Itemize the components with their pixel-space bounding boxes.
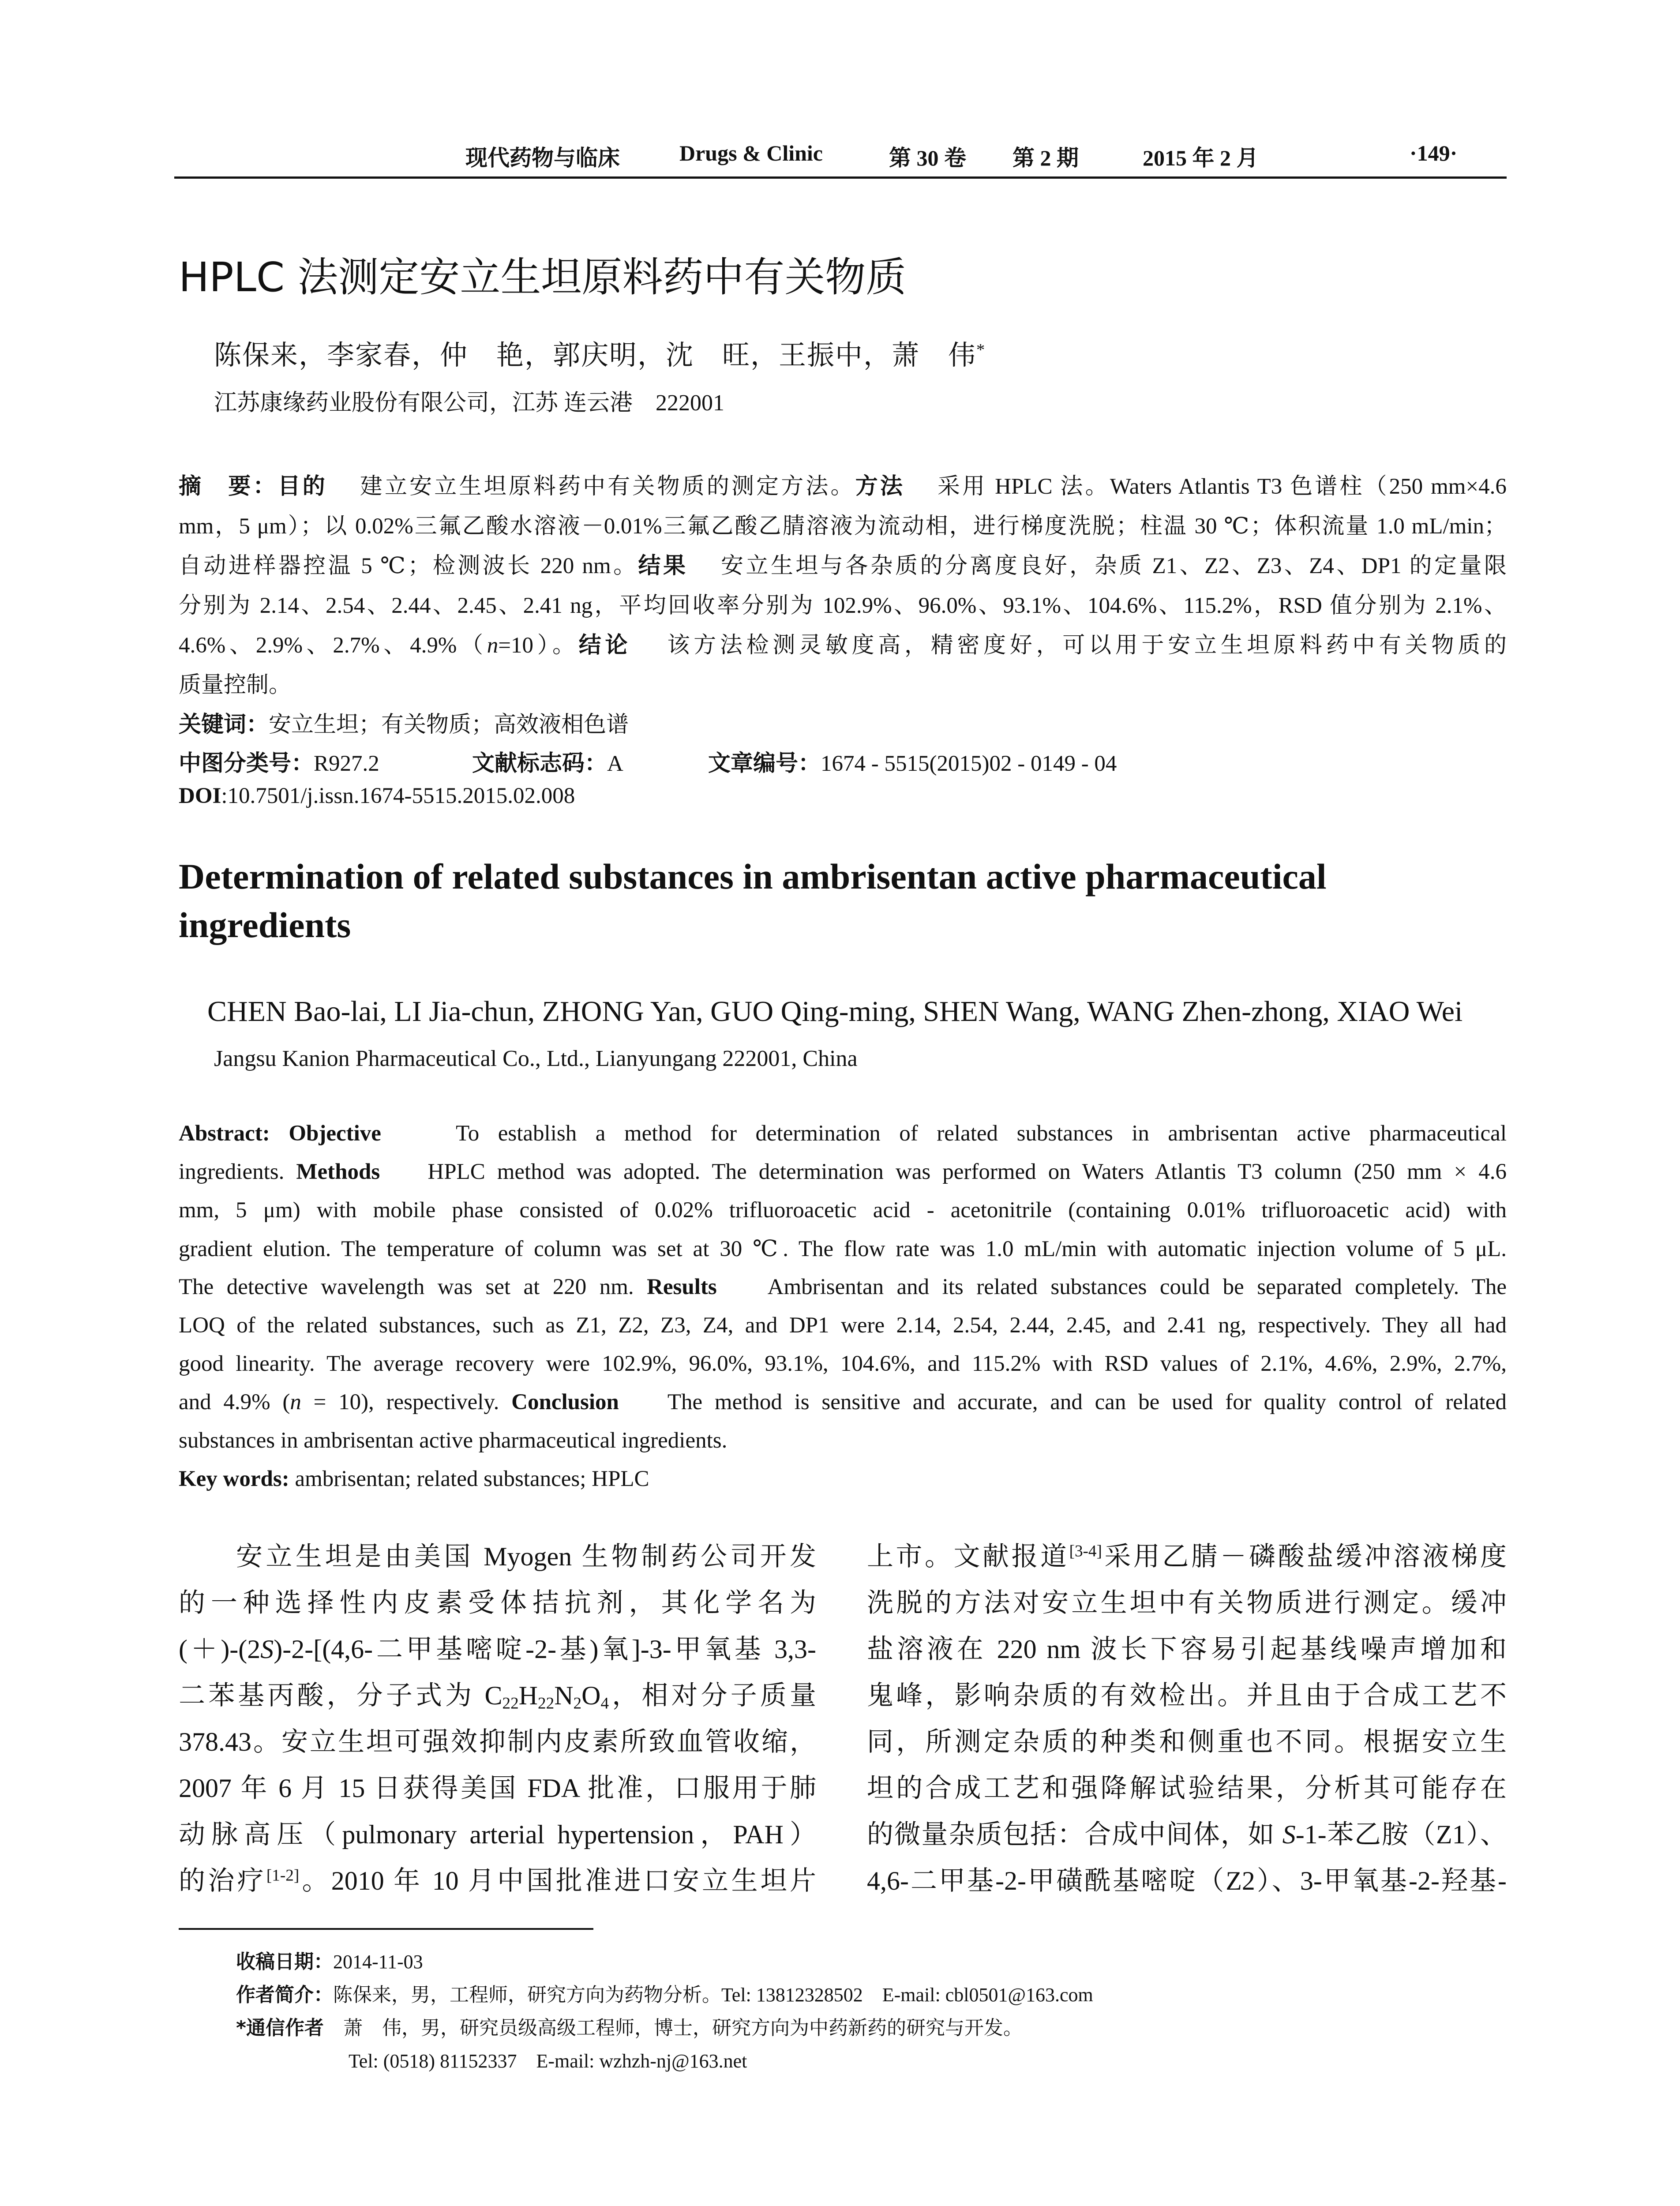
body-left-line-3 <box>179 1636 816 1662</box>
classification-line <box>179 745 379 777</box>
keywords-cn-text: 安立生坦；有关物质；高效液相色谱 <box>269 713 629 737</box>
authors-cn <box>214 333 986 372</box>
keywords-en-label: Key words: <box>179 1467 289 1491</box>
body-left-line-7: 动脉高压（pulmonary arterial hypertension，PAH） <box>179 1820 816 1849</box>
body-left-line-6: 2007 年 6 月 15 日获得美国 FDA 批准，口服用于肺 <box>179 1774 816 1803</box>
formula-text: ，相对分子质量 <box>609 1681 817 1710</box>
keywords-cn <box>179 706 629 739</box>
body-left-line-2: 的一种选择性内皮素受体拮抗剂，其化学名为 <box>179 1588 816 1617</box>
running-header <box>174 140 1507 176</box>
clc-label: 中图分类号： <box>179 750 314 777</box>
body-text: 上市。文献报道 <box>867 1542 1069 1571</box>
formula-subscript: 22 <box>502 1694 519 1713</box>
abstract-en-line-2 <box>179 1159 1507 1185</box>
doi-value: :10.7501/j.issn.1674-5515.2015.02.008 <box>221 784 575 808</box>
author-bio-label: 作者简介： <box>236 1984 333 2006</box>
body-left-line-1: 安立生坦是由美国 Myogen 生物制药公司开发 <box>236 1542 816 1571</box>
keywords-en <box>179 1466 649 1492</box>
methods-cn-label: 方法 <box>855 473 905 499</box>
formula-subscript: 22 <box>538 1694 555 1713</box>
abstract-en-line-8 <box>179 1389 1507 1415</box>
author-bio-text: 陈保来，男，工程师，研究方向为药物分析。Tel: 13812328502 E-mail: cbl0501@163.com <box>333 1984 1093 2006</box>
body-text: -1-苯乙胺（Z1）、 <box>1295 1820 1507 1849</box>
chem-name-part: (＋)-(2 <box>179 1635 261 1664</box>
article-number-value: 1674 - 5515(2015)02 - 0149 - 04 <box>821 751 1117 776</box>
methods-cn-text: 采用 HPLC 法。Waters Atlantis T3 色谱柱（250 mm×4.6 <box>938 474 1507 499</box>
issue-label: 第 2 期 <box>1012 146 1079 170</box>
body-right-line-2: 洗脱的方法对安立生坦中有关物质进行测定。缓冲 <box>867 1588 1507 1617</box>
abstract-en-line-6: LOQ of the related substances, such as Z1, Z2, Z3, Z4, and DP1 were 2.14, 2.54, 2.44, 2.45, and 2.41 ng, respectively. They all had <box>179 1313 1507 1338</box>
article-title-en-line-1: Determination of related substances in ambrisentan active pharmaceutical <box>179 856 1327 897</box>
body-right-line-8: 4,6-二甲基-2-甲磺酰基嘧啶（Z2）、3-甲氧基-2-羟基- <box>867 1866 1507 1895</box>
abstract-cn-line-2: mm，5 μm）；以 0.02%三氟乙酸水溶液－0.01%三氟乙酸乙腈溶液为流动相，进行梯度洗脱；柱温 30 ℃；体积流量 1.0 mL/min； <box>179 514 1507 539</box>
abstract-en-line-4: gradient elution. The temperature of column was set at 30 ℃. The flow rate was 1.0 mL/min with automatic injection volume of 5 μL. <box>179 1237 1507 1261</box>
affiliation-en: Jangsu Kanion Pharmaceutical Co., Ltd., Lianyungang 222001, China <box>214 1046 858 1071</box>
body-text: 采用乙腈－磷酸盐缓冲溶液梯度 <box>1102 1542 1507 1571</box>
abstract-cn-line-6: 质量控制。 <box>179 673 292 698</box>
objective-cn-label: 目的 <box>278 473 327 499</box>
article-number-label: 文章编号： <box>708 750 821 777</box>
authors-cn-text: 陈保来，李家春，仲 艳，郭庆明，沈 旺，王振中，萧 伟 <box>214 341 977 371</box>
abstract-en-line-7: good linearity. The average recovery were 102.9%, 96.0%, 93.1%, 104.6%, and 115.2% with RSD values of 2.1%, 4.6%, 2.9%, 2.7%, <box>179 1351 1507 1376</box>
corresponding-author-text: 萧 伟，男，研究员级高级工程师，博士，研究方向为中药新药的研究与开发。 <box>343 2017 1023 2039</box>
sample-size-symbol: n <box>487 633 499 658</box>
document-code <box>472 745 623 777</box>
abstract-cn-line-3 <box>179 547 1507 580</box>
article-title-en-line-2: ingredients <box>179 905 351 945</box>
results-en-label: Results <box>647 1275 717 1299</box>
received-label: 收稿日期： <box>236 1951 333 1973</box>
citation-ref[interactable]: [3-4] <box>1069 1542 1102 1561</box>
doi-line <box>179 783 575 809</box>
abstract-en-text: The detective wavelength was set at 220 nm. <box>179 1275 634 1299</box>
journal-name-cn: 现代药物与临床 <box>465 145 620 171</box>
abstract-en-line-9: substances in ambrisentan active pharmaceutical ingredients. <box>179 1428 728 1453</box>
article-title-cn: HPLC 法测定安立生坦原料药中有关物质 <box>179 254 907 301</box>
objective-en-label: Objective <box>289 1121 381 1146</box>
doccode-value: A <box>607 751 623 776</box>
results-cn-text: 安立生坦与各杂质的分离度良好，杂质 Z1、Z2、Z3、Z4、DP1 的定量限 <box>721 554 1507 578</box>
objective-en-text: To establish a method for determination of related substances in ambrisentan active pharmaceutical <box>456 1121 1507 1146</box>
clc-number: R927.2 <box>314 751 379 776</box>
issue-date: 2015 年 2 月 <box>1143 146 1259 170</box>
formula-text: N <box>554 1681 574 1710</box>
body-text: 的微量杂质包括：合成中间体，如 <box>867 1820 1282 1849</box>
authors-en: CHEN Bao-lai, LI Jia-chun, ZHONG Yan, GUO Qing-ming, SHEN Wang, WANG Zhen-zhong, XIAO Wei <box>207 995 1463 1028</box>
body-left-line-8 <box>179 1868 816 1894</box>
footnote-rule <box>179 1928 593 1930</box>
body-text: 。2010 年 10 月中国批准进口安立生坦片 <box>299 1866 817 1895</box>
abstract-cn-text: 4.6%、2.9%、2.7%、4.9%（ <box>179 633 487 658</box>
stereo-descriptor: S <box>260 1635 274 1664</box>
abstract-en-line-3: mm, 5 μm) with mobile phase consisted of 0.02% trifluoroacetic acid - acetonitrile (containing 0.01% trifluoroacetic acid) with <box>179 1198 1507 1223</box>
corresponding-author <box>236 2012 1023 2040</box>
abstract-cn-line-1 <box>179 468 1507 500</box>
conclusion-en-text: The method is sensitive and accurate, and can be used for quality control of related <box>667 1390 1507 1414</box>
objective-cn-text: 建立安立生坦原料药中有关物质的测定方法。 <box>360 474 855 499</box>
methods-en-label: Methods <box>296 1159 380 1184</box>
body-right-line-7 <box>867 1821 1507 1848</box>
stereo-descriptor: S <box>1282 1820 1296 1849</box>
body-right-line-6: 坦的合成工艺和强降解试验结果，分析其可能存在 <box>867 1774 1507 1803</box>
results-cn-label: 结果 <box>638 553 688 579</box>
abstract-cn-label: 摘 要： <box>179 473 278 499</box>
abstract-cn-text: =10）。 <box>498 633 579 658</box>
formula-text: H <box>518 1681 538 1710</box>
body-right-line-3: 盐溶液在 220 nm 波长下容易引起基线噪声增加和 <box>867 1635 1507 1664</box>
corresponding-contact: Tel: (0518) 81152337 E-mail: wzhzh-nj@163.net <box>349 2050 747 2072</box>
affiliation-cn: 江苏康缘药业股份有限公司，江苏 连云港 222001 <box>214 390 725 416</box>
doi-label: DOI <box>179 784 221 808</box>
abstract-en-text: and 4.9% ( <box>179 1390 290 1414</box>
keywords-cn-label: 关键词： <box>179 712 269 738</box>
body-right-line-5: 同，所测定杂质的种类和侧重也不同。根据安立生 <box>867 1727 1507 1756</box>
journal-name-en: Drugs & Clinic <box>679 141 823 165</box>
abstract-en-text: = 10), respectively. <box>301 1390 499 1414</box>
formula-subscript: 4 <box>600 1694 609 1713</box>
header-rule <box>174 176 1507 179</box>
abstract-en-text: ingredients. <box>179 1159 285 1184</box>
formula-text: 二苯基丙酸，分子式为 C <box>179 1681 502 1710</box>
conclusion-cn-text: 该方法检测灵敏度高，精密度好，可以用于安立生坦原料药中有关物质的 <box>667 633 1507 658</box>
citation-ref[interactable]: [1-2] <box>266 1866 300 1885</box>
methods-en-text: HPLC method was adopted. The determination was performed on Waters Atlantis T3 column (250 mm × 4.6 <box>428 1159 1507 1184</box>
body-left-line-4 <box>179 1681 817 1713</box>
formula-text: O <box>581 1681 601 1710</box>
formula-subscript: 2 <box>573 1694 582 1713</box>
body-text: 的治疗 <box>179 1866 266 1895</box>
body-right-line-1 <box>867 1543 1507 1570</box>
abstract-en-line-5 <box>179 1274 1507 1300</box>
abstract-en-label: Abstract: <box>179 1121 270 1146</box>
sample-size-symbol-en: n <box>290 1390 301 1414</box>
received-date <box>236 1946 423 1974</box>
abstract-en-line-1 <box>179 1121 1507 1146</box>
doccode-label: 文献标志码： <box>472 750 608 777</box>
keywords-en-text: ambrisentan; related substances; HPLC <box>295 1467 649 1491</box>
conclusion-cn-label: 结论 <box>578 632 632 658</box>
abstract-cn-text: 自动进样器控温 5 ℃；检测波长 220 nm。 <box>179 554 638 578</box>
corresponding-author-label: *通信作者 <box>236 2017 324 2039</box>
article-number <box>708 745 1117 777</box>
body-right-line-4: 鬼峰，影响杂质的有效检出。并且由于合成工艺不 <box>867 1681 1507 1710</box>
body-left-line-5: 378.43。安立生坦可强效抑制内皮素所致血管收缩， <box>179 1727 816 1756</box>
received-value: 2014-11-03 <box>333 1951 423 1973</box>
abstract-cn-line-5 <box>179 627 1507 659</box>
conclusion-en-label: Conclusion <box>511 1390 619 1414</box>
results-en-text: Ambrisentan and its related substances could be separated completely. The <box>767 1275 1507 1299</box>
corresponding-mark: * <box>976 340 986 359</box>
author-bio <box>236 1979 1093 2007</box>
abstract-cn-line-4: 分别为 2.14、2.54、2.44、2.45、2.41 ng，平均回收率分别为 102.9%、96.0%、93.1%、104.6%、115.2%，RSD 值分别为 2.1%、 <box>179 593 1507 618</box>
volume-label: 第 30 卷 <box>889 146 966 170</box>
chem-name-part: )-2-[(4,6-二甲基嘧啶-2-基)氧]-3-甲氧基 3,3- <box>274 1635 817 1664</box>
page-number: ·149· <box>1410 141 1458 165</box>
